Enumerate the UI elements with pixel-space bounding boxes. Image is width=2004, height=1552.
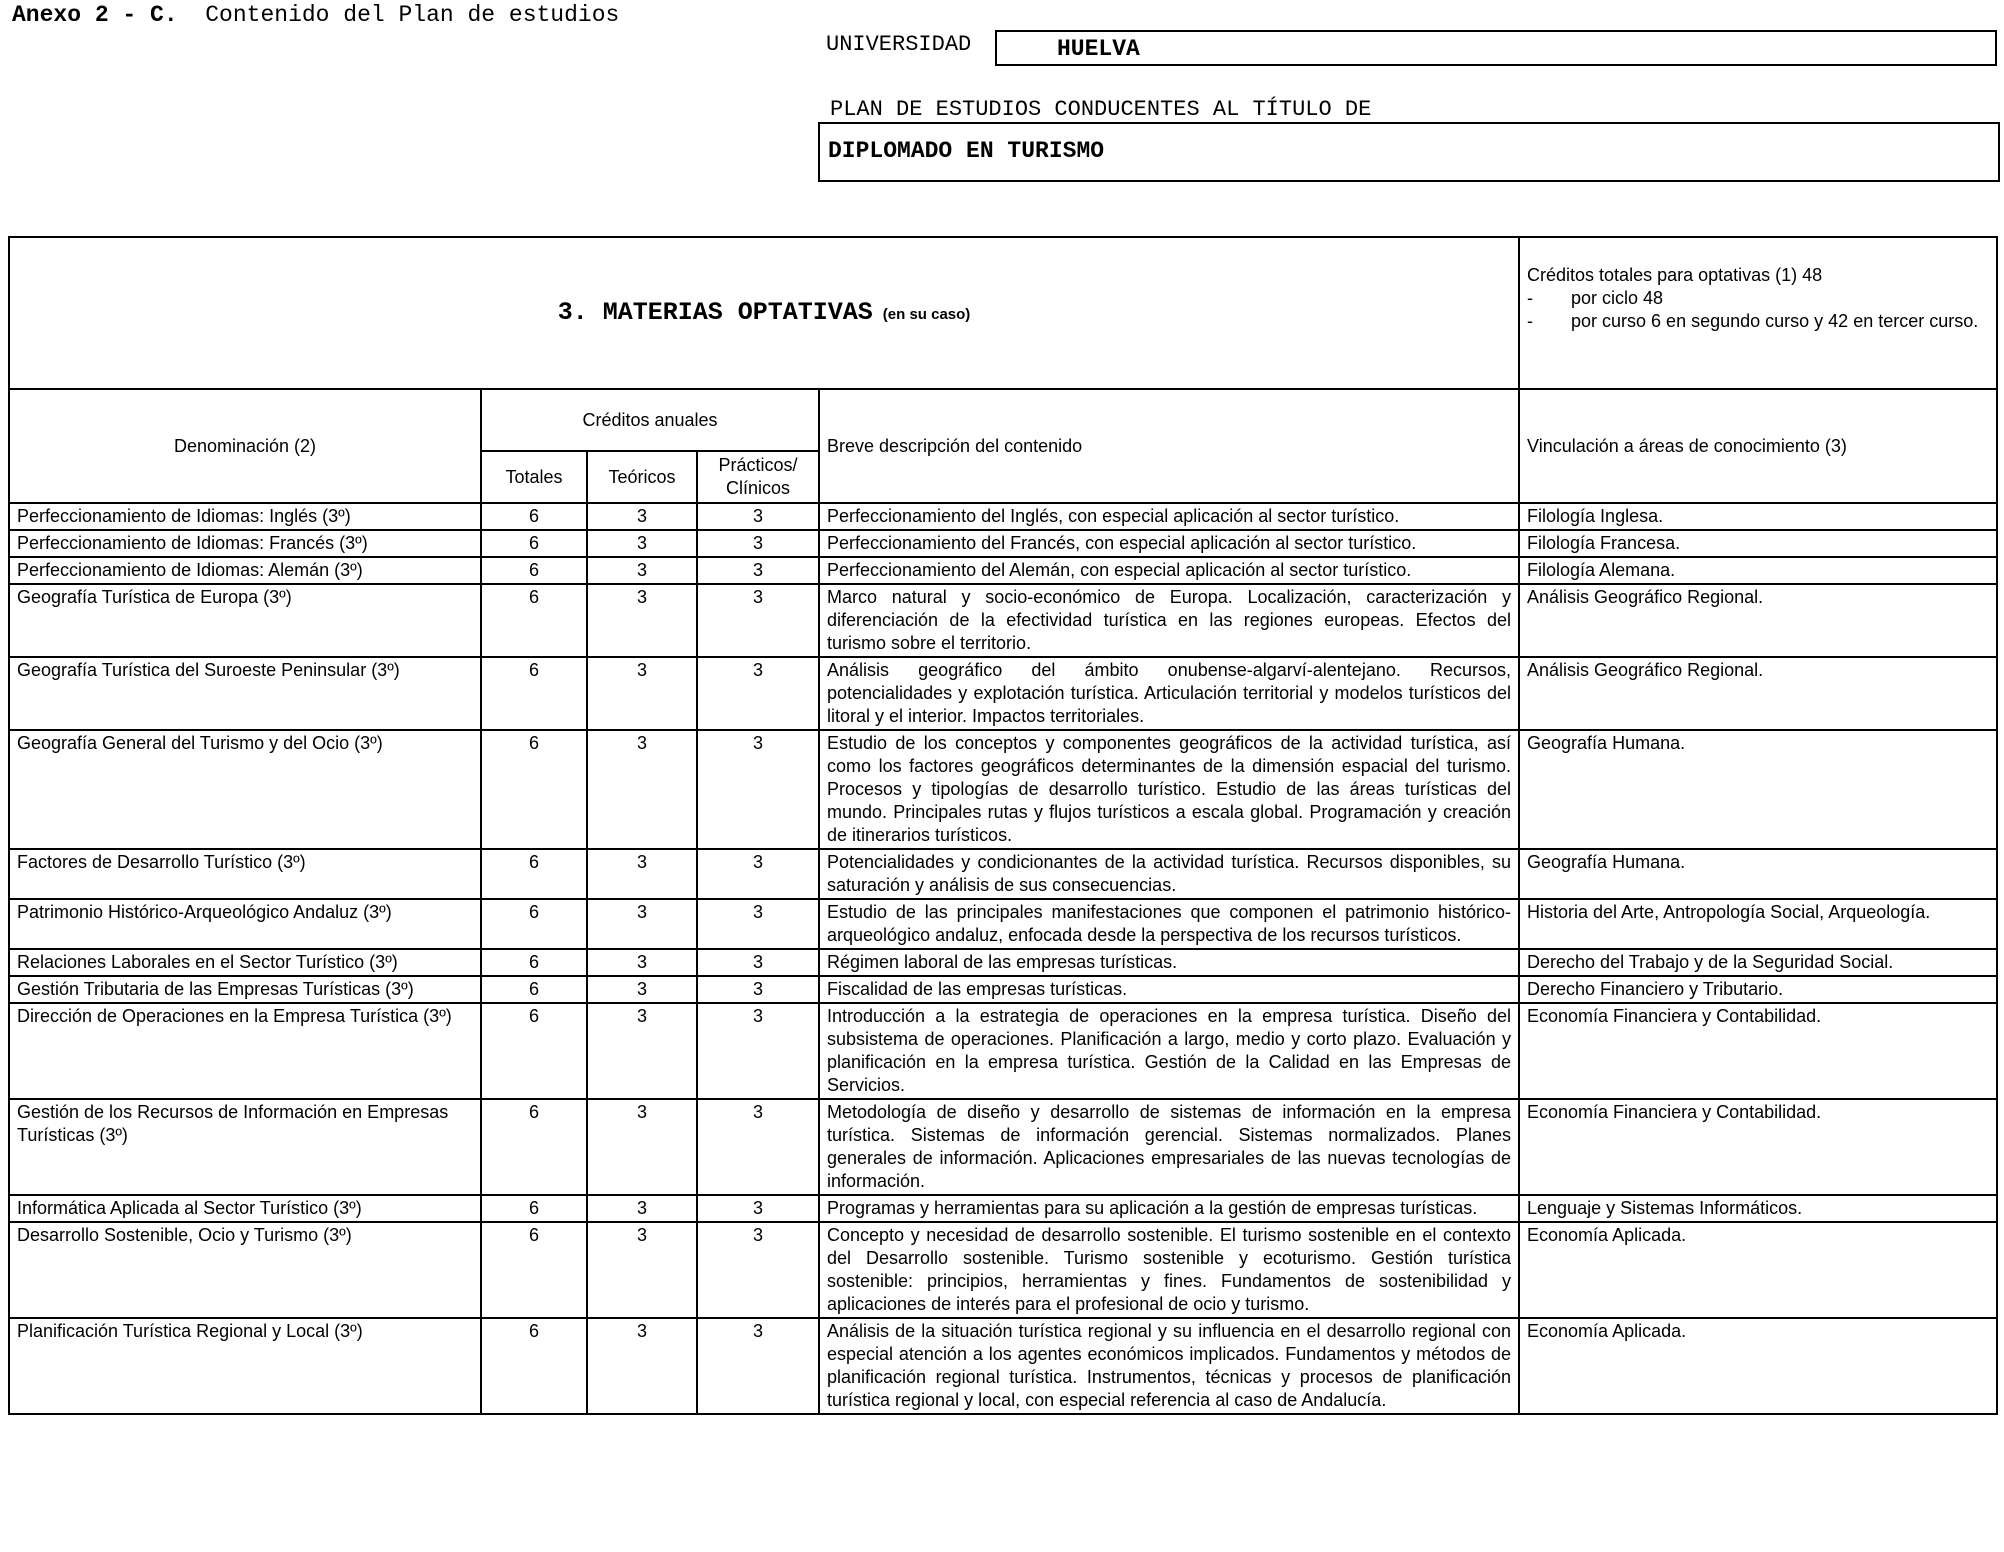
knowledge-areas: Filología Inglesa. bbox=[1519, 503, 1997, 530]
table-row bbox=[9, 1195, 1997, 1222]
table-row bbox=[9, 730, 1997, 849]
credits-teoricos: 3 bbox=[587, 1195, 697, 1222]
subject-name: Informática Aplicada al Sector Turístico (3º) bbox=[9, 1195, 481, 1222]
credits-teoricos: 3 bbox=[587, 976, 697, 1003]
degree-box bbox=[818, 122, 2000, 182]
knowledge-areas: Geografía Humana. bbox=[1519, 730, 1997, 849]
credits-teoricos: 3 bbox=[587, 530, 697, 557]
col-header-teoricos: Teóricos bbox=[587, 451, 697, 503]
subject-description: Análisis de la situación turística regional y su influencia en el desarrollo regional con especial atención a los agentes económicos implicados. Fundamentos y métodos de planificación regional turística. Instrumentos, técnicas y procesos de planificación turística regional y local, con especial referencia al caso de Andalucía. bbox=[819, 1318, 1519, 1414]
subject-description: Introducción a la estrategia de operaciones en la empresa turística. Diseño del subsistema de operaciones. Planificación a largo, medio y corto plazo. Evaluación y planificación en la empresa turística. Gestión de la Calidad en las Empresas de Servicios. bbox=[819, 1003, 1519, 1099]
table-row bbox=[9, 1222, 1997, 1318]
credits-practicos: 3 bbox=[697, 849, 819, 899]
plan-label: PLAN DE ESTUDIOS CONDUCENTES AL TÍTULO DE bbox=[830, 97, 1372, 122]
credits-teoricos: 3 bbox=[587, 1099, 697, 1195]
credits-totales: 6 bbox=[481, 849, 587, 899]
credits-practicos: 3 bbox=[697, 976, 819, 1003]
credits-totales: 6 bbox=[481, 557, 587, 584]
credits-course-line bbox=[1527, 310, 1989, 333]
knowledge-areas: Derecho Financiero y Tributario. bbox=[1519, 976, 1997, 1003]
subject-name: Geografía Turística del Suroeste Peninsular (3º) bbox=[9, 657, 481, 730]
subject-description: Perfeccionamiento del Francés, con especial aplicación al sector turístico. bbox=[819, 530, 1519, 557]
knowledge-areas: Economía Aplicada. bbox=[1519, 1318, 1997, 1414]
subject-name: Relaciones Laborales en el Sector Turístico (3º) bbox=[9, 949, 481, 976]
subject-name: Factores de Desarrollo Turístico (3º) bbox=[9, 849, 481, 899]
subject-description: Estudio de los conceptos y componentes geográficos de la actividad turística, así como los factores geográficos determinantes de la dimensión espacial del turismo. Procesos y tipologías de desarrollo turístico. Estudio de las áreas turísticas del mundo. Principales rutas y flujos turísticos a escala global. Programación y creación de itinerarios turísticos. bbox=[819, 730, 1519, 849]
knowledge-areas: Filología Alemana. bbox=[1519, 557, 1997, 584]
knowledge-areas: Economía Aplicada. bbox=[1519, 1222, 1997, 1318]
credits-teoricos: 3 bbox=[587, 1003, 697, 1099]
credits-practicos: 3 bbox=[697, 657, 819, 730]
knowledge-areas: Historia del Arte, Antropología Social, Arqueología. bbox=[1519, 899, 1997, 949]
credits-practicos: 3 bbox=[697, 1003, 819, 1099]
subject-name: Dirección de Operaciones en la Empresa Turística (3º) bbox=[9, 1003, 481, 1099]
credits-teoricos: 3 bbox=[587, 557, 697, 584]
university-value: HUELVA bbox=[1057, 36, 1140, 62]
subject-name: Patrimonio Histórico-Arqueológico Andaluz (3º) bbox=[9, 899, 481, 949]
credits-totales: 6 bbox=[481, 530, 587, 557]
credits-totales: 6 bbox=[481, 1222, 587, 1318]
credits-totales: 6 bbox=[481, 1195, 587, 1222]
credits-practicos: 3 bbox=[697, 949, 819, 976]
credits-teoricos: 3 bbox=[587, 657, 697, 730]
credits-teoricos: 3 bbox=[587, 949, 697, 976]
section-title: 3. MATERIAS OPTATIVAS bbox=[557, 297, 873, 327]
table-row bbox=[9, 1318, 1997, 1414]
table-row bbox=[9, 1003, 1997, 1099]
col-header-vinculacion: Vinculación a áreas de conocimiento (3) bbox=[1519, 389, 1997, 503]
subject-description: Metodología de diseño y desarrollo de sistemas de información en la empresa turística. Sistemas de información gerencial. Sistemas normalizados. Planes generales de información. Aplicaciones empresariales de las nuevas tecnologías de información. bbox=[819, 1099, 1519, 1195]
col-header-totales: Totales bbox=[481, 451, 587, 503]
knowledge-areas: Filología Francesa. bbox=[1519, 530, 1997, 557]
credits-totales: 6 bbox=[481, 1099, 587, 1195]
knowledge-areas: Geografía Humana. bbox=[1519, 849, 1997, 899]
knowledge-areas: Lenguaje y Sistemas Informáticos. bbox=[1519, 1195, 1997, 1222]
credits-practicos: 3 bbox=[697, 503, 819, 530]
table-row bbox=[9, 976, 1997, 1003]
table-row bbox=[9, 949, 1997, 976]
credits-totales: 6 bbox=[481, 730, 587, 849]
table-row bbox=[9, 584, 1997, 657]
table-row bbox=[9, 557, 1997, 584]
col-header-denominacion: Denominación (2) bbox=[9, 389, 481, 503]
credits-course: por curso 6 en segundo curso y 42 en tercer curso. bbox=[1571, 311, 1979, 331]
credits-teoricos: 3 bbox=[587, 1318, 697, 1414]
credits-teoricos: 3 bbox=[587, 730, 697, 849]
credits-cycle-line bbox=[1527, 287, 1989, 310]
credits-teoricos: 3 bbox=[587, 503, 697, 530]
annex-number: Anexo 2 - C. bbox=[12, 2, 178, 28]
table-row bbox=[9, 1099, 1997, 1195]
annex-heading bbox=[12, 2, 619, 28]
university-box bbox=[995, 30, 1997, 66]
credits-totales: 6 bbox=[481, 1003, 587, 1099]
credits-totales: 6 bbox=[481, 949, 587, 976]
subject-description: Marco natural y socio-económico de Europa. Localización, caracterización y diferenciación de la efectividad turística en las regiones europeas. Efectos del turismo sobre el territorio. bbox=[819, 584, 1519, 657]
section-title-note: (en su caso) bbox=[882, 305, 971, 323]
table-row bbox=[9, 530, 1997, 557]
col-header-practicos: Prácticos/ Clínicos bbox=[697, 451, 819, 503]
subject-description: Régimen laboral de las empresas turísticas. bbox=[819, 949, 1519, 976]
credits-practicos: 3 bbox=[697, 1318, 819, 1414]
annex-title: Contenido del Plan de estudios bbox=[205, 2, 620, 28]
subjects-body bbox=[9, 503, 1997, 1414]
credits-practicos: 3 bbox=[697, 557, 819, 584]
table-row bbox=[9, 657, 1997, 730]
col-header-creditos-anuales: Créditos anuales bbox=[481, 389, 819, 451]
degree-value: DIPLOMADO EN TURISMO bbox=[828, 138, 1105, 164]
credits-cycle: por ciclo 48 bbox=[1571, 288, 1664, 308]
credits-total: Créditos totales para optativas (1) 48 bbox=[1527, 265, 1823, 285]
table-row bbox=[9, 503, 1997, 530]
section-header-row bbox=[9, 237, 1997, 389]
subject-name: Desarrollo Sostenible, Ocio y Turismo (3º) bbox=[9, 1222, 481, 1318]
subject-name: Perfeccionamiento de Idiomas: Francés (3º) bbox=[9, 530, 481, 557]
subject-name: Perfeccionamiento de Idiomas: Inglés (3º) bbox=[9, 503, 481, 530]
col-header-descripcion: Breve descripción del contenido bbox=[819, 389, 1519, 503]
credits-teoricos: 3 bbox=[587, 849, 697, 899]
subject-name: Geografía General del Turismo y del Ocio (3º) bbox=[9, 730, 481, 849]
knowledge-areas: Análisis Geográfico Regional. bbox=[1519, 657, 1997, 730]
table-row bbox=[9, 899, 1997, 949]
column-header-row-1 bbox=[9, 389, 1997, 451]
subject-name: Gestión Tributaria de las Empresas Turísticas (3º) bbox=[9, 976, 481, 1003]
credits-teoricos: 3 bbox=[587, 584, 697, 657]
bullet-dash: - bbox=[1527, 288, 1534, 308]
subject-name: Geografía Turística de Europa (3º) bbox=[9, 584, 481, 657]
credits-practicos: 3 bbox=[697, 1099, 819, 1195]
subject-description: Potencialidades y condicionantes de la actividad turística. Recursos disponibles, su saturación y análisis de sus consecuencias. bbox=[819, 849, 1519, 899]
subject-name: Perfeccionamiento de Idiomas: Alemán (3º) bbox=[9, 557, 481, 584]
subject-description: Fiscalidad de las empresas turísticas. bbox=[819, 976, 1519, 1003]
table-row bbox=[9, 849, 1997, 899]
subject-description: Perfeccionamiento del Inglés, con especial aplicación al sector turístico. bbox=[819, 503, 1519, 530]
credits-totales: 6 bbox=[481, 899, 587, 949]
credits-totales: 6 bbox=[481, 976, 587, 1003]
credits-teoricos: 3 bbox=[587, 1222, 697, 1318]
credits-practicos: 3 bbox=[697, 899, 819, 949]
credits-totales: 6 bbox=[481, 503, 587, 530]
subject-description: Perfeccionamiento del Alemán, con especial aplicación al sector turístico. bbox=[819, 557, 1519, 584]
subject-name: Planificación Turística Regional y Local (3º) bbox=[9, 1318, 481, 1414]
bullet-dash: - bbox=[1527, 311, 1534, 331]
knowledge-areas: Análisis Geográfico Regional. bbox=[1519, 584, 1997, 657]
subject-description: Programas y herramientas para su aplicación a la gestión de empresas turísticas. bbox=[819, 1195, 1519, 1222]
subject-name: Gestión de los Recursos de Información en Empresas Turísticas (3º) bbox=[9, 1099, 481, 1195]
university-label: UNIVERSIDAD bbox=[826, 32, 972, 57]
knowledge-areas: Economía Financiera y Contabilidad. bbox=[1519, 1099, 1997, 1195]
credits-teoricos: 3 bbox=[587, 899, 697, 949]
credits-practicos: 3 bbox=[697, 584, 819, 657]
credits-practicos: 3 bbox=[697, 1195, 819, 1222]
credits-totales: 6 bbox=[481, 657, 587, 730]
credits-totales: 6 bbox=[481, 584, 587, 657]
knowledge-areas: Economía Financiera y Contabilidad. bbox=[1519, 1003, 1997, 1099]
subject-description: Análisis geográfico del ámbito onubense-algarví-alentejano. Recursos, potencialidades y explotación turística. Articulación territorial y modelos turísticos del litoral y el interior. Impactos territoriales. bbox=[819, 657, 1519, 730]
subject-description: Estudio de las principales manifestaciones que componen el patrimonio histórico-arqueológico andaluz, enfocada desde la perspectiva de los recursos turísticos. bbox=[819, 899, 1519, 949]
credits-summary bbox=[1519, 237, 1997, 389]
credits-totales: 6 bbox=[481, 1318, 587, 1414]
credits-practicos: 3 bbox=[697, 1222, 819, 1318]
knowledge-areas: Derecho del Trabajo y de la Seguridad Social. bbox=[1519, 949, 1997, 976]
credits-practicos: 3 bbox=[697, 730, 819, 849]
credits-practicos: 3 bbox=[697, 530, 819, 557]
section-title-cell bbox=[9, 237, 1519, 389]
optional-subjects-table bbox=[8, 236, 1998, 1415]
subject-description: Concepto y necesidad de desarrollo sostenible. El turismo sostenible en el contexto del Desarrollo sostenible. Turismo sostenible y ecoturismo. Gestión turística sostenible: principios, herramientas y fines. Fundamentos de sostenibilidad y aplicaciones de interés para el profesional de ocio y turismo. bbox=[819, 1222, 1519, 1318]
